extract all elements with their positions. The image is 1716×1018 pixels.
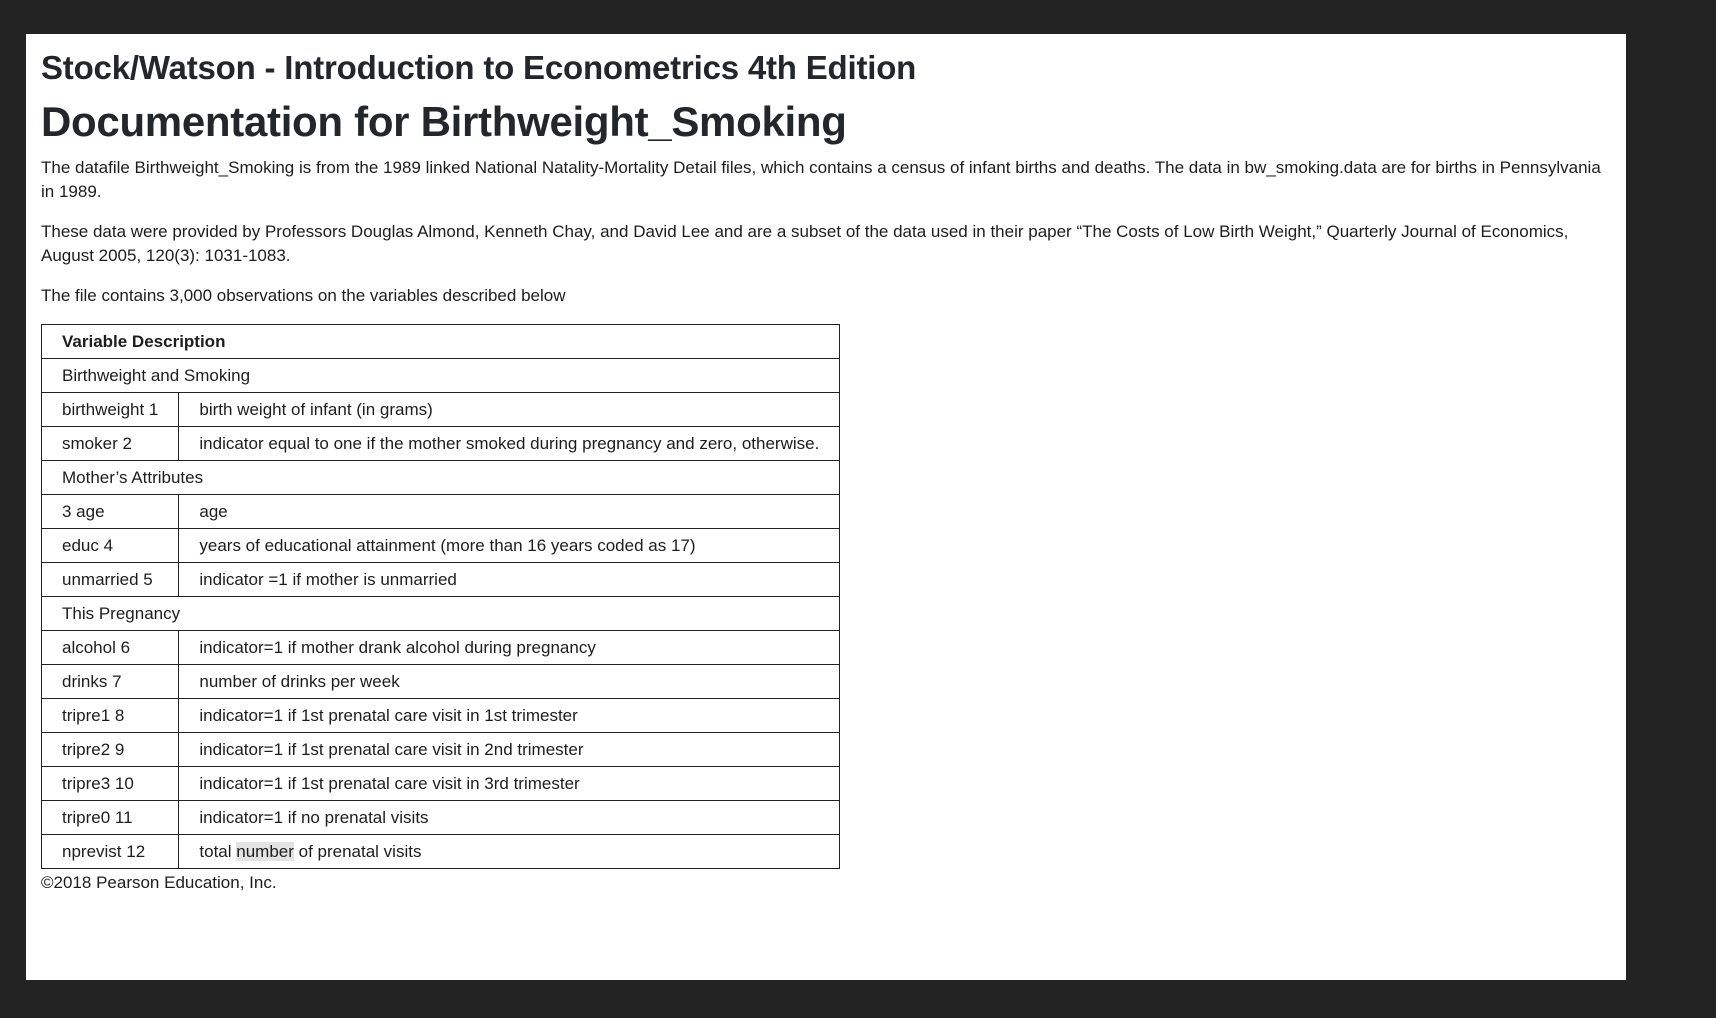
table-row [42, 699, 840, 733]
variable-name: tripre3 10 [42, 767, 179, 801]
section-mothers-attributes: Mother’s Attributes [42, 461, 840, 495]
section-this-pregnancy: This Pregnancy [42, 597, 840, 631]
table-row [42, 801, 840, 835]
table-header-row [42, 325, 840, 359]
variable-name: tripre0 11 [42, 801, 179, 835]
course-title: Stock/Watson - Introduction to Econometrics 4th Edition [41, 49, 917, 86]
variable-description: indicator=1 if 1st prenatal care visit in 3rd trimester [179, 767, 840, 801]
variable-name: smoker 2 [42, 427, 179, 461]
section-row [42, 597, 840, 631]
variable-description: birth weight of infant (in grams) [179, 393, 840, 427]
section-row [42, 461, 840, 495]
table-row [42, 767, 840, 801]
variable-table [41, 324, 840, 869]
variable-description: number of drinks per week [179, 665, 840, 699]
intro-paragraph: The datafile Birthweight_Smoking is from the 1989 linked National Natality-Mortality Detail files, which contains a census of infant births and deaths. The data in bw_smoking.data are for births in Pennsylvania in 1989. [41, 158, 1601, 201]
section-row [42, 359, 840, 393]
highlighted-text: number [236, 842, 294, 861]
page-title: Documentation for Birthweight_Smoking [41, 98, 847, 145]
table-row [42, 835, 840, 869]
document-page [26, 34, 1626, 980]
variable-name: tripre2 9 [42, 733, 179, 767]
table-row [42, 563, 840, 597]
variable-name: 3 age [42, 495, 179, 529]
table-row [42, 665, 840, 699]
variable-description: indicator=1 if 1st prenatal care visit in 1st trimester [179, 699, 840, 733]
variable-description [179, 835, 840, 869]
source-paragraph: These data were provided by Professors Douglas Almond, Kenneth Chay, and David Lee and are a subset of the data used in their paper “The Costs of Low Birth Weight,” Quarterly Journal of Economics, August 2005, 120(3): 1031-1083. [41, 222, 1569, 265]
variable-description: indicator =1 if mother is unmarried [179, 563, 840, 597]
table-row [42, 495, 840, 529]
table-header: Variable Description [42, 325, 840, 359]
variable-description: indicator=1 if no prenatal visits [179, 801, 840, 835]
variable-description: age [179, 495, 840, 529]
description-text: total [199, 842, 237, 861]
variable-name: tripre1 8 [42, 699, 179, 733]
copyright-footer: ©2018 Pearson Education, Inc. [41, 873, 277, 892]
variable-name: educ 4 [42, 529, 179, 563]
table-row [42, 631, 840, 665]
variable-description: years of educational attainment (more than 16 years coded as 17) [179, 529, 840, 563]
variable-description: indicator=1 if mother drank alcohol during pregnancy [179, 631, 840, 665]
table-row [42, 529, 840, 563]
table-row [42, 733, 840, 767]
observations-paragraph: The file contains 3,000 observations on the variables described below [41, 286, 566, 305]
variable-name: drinks 7 [42, 665, 179, 699]
variable-name: birthweight 1 [42, 393, 179, 427]
variable-name: nprevist 12 [42, 835, 179, 869]
table-row [42, 393, 840, 427]
variable-description: indicator=1 if 1st prenatal care visit in 2nd trimester [179, 733, 840, 767]
variable-name: alcohol 6 [42, 631, 179, 665]
table-row [42, 427, 840, 461]
variable-description: indicator equal to one if the mother smoked during pregnancy and zero, otherwise. [179, 427, 840, 461]
section-birthweight-smoking: Birthweight and Smoking [42, 359, 840, 393]
variable-name: unmarried 5 [42, 563, 179, 597]
description-text: of prenatal visits [293, 842, 422, 861]
